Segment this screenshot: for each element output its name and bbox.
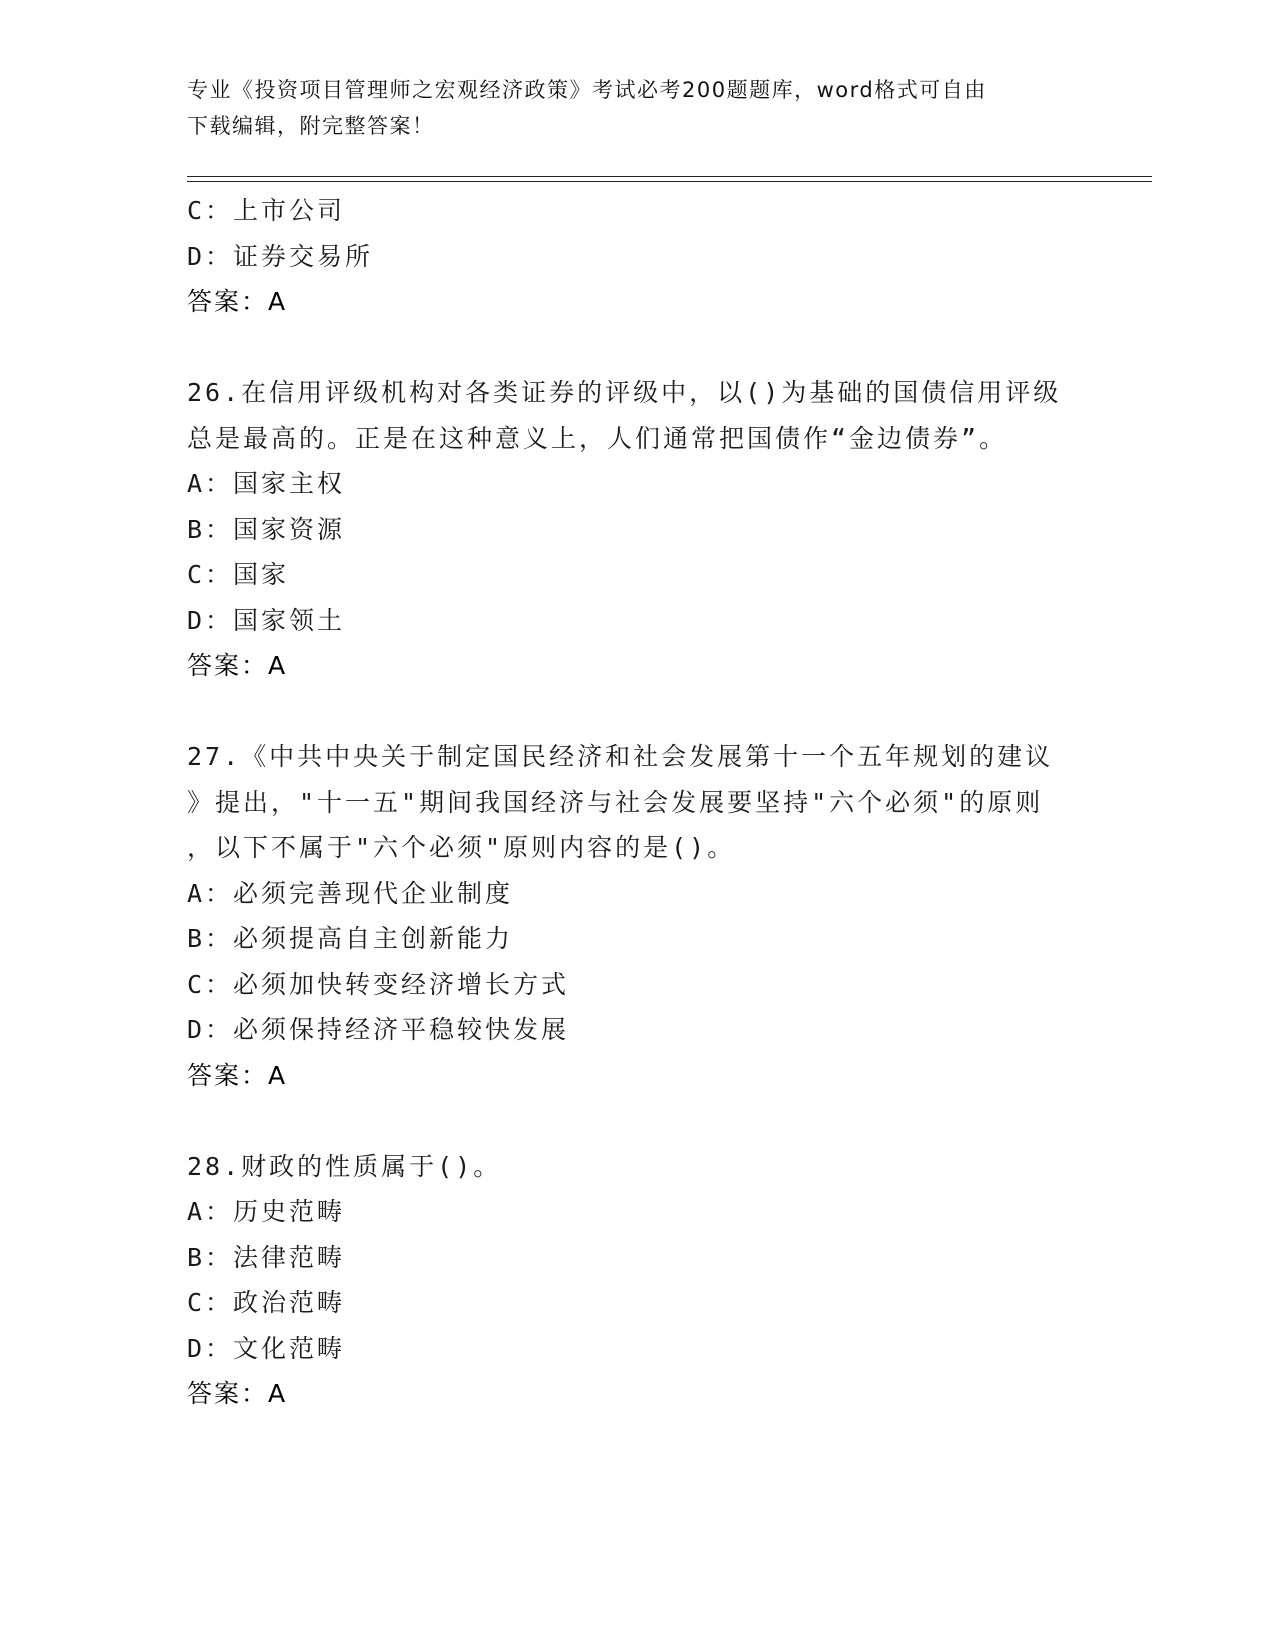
header-line-2: 下载编辑，附完整答案！ <box>187 114 435 138</box>
option-b: B：法律范畴 <box>187 1242 346 1272</box>
header-divider-bottom <box>187 181 1152 182</box>
answer-line: 答案：A <box>187 1060 288 1090</box>
question-stem-line: 27.《中共中央关于制定国民经济和社会发展第十一个五年规划的建议 <box>187 742 1054 771</box>
question-27 <box>187 734 1087 1098</box>
continued-question <box>187 188 1087 325</box>
question-stem-line: 总是最高的。正是在这种意义上，人们通常把国债作“金边债券”。 <box>187 423 1008 453</box>
answer-line: 答案：A <box>187 651 288 680</box>
document-header <box>187 72 1067 144</box>
option-d: D：必须保持经济平稳较快发展 <box>187 1015 570 1044</box>
spacer <box>187 689 1087 735</box>
question-stem-line: 26.在信用评级机构对各类证券的评级中，以()为基础的国债信用评级 <box>187 378 1062 407</box>
option-d: D：国家领土 <box>187 605 346 635</box>
option-a: A：历史范畴 <box>187 1197 346 1226</box>
answer-line: 答案：A <box>187 287 288 316</box>
option-c: C：必须加快转变经济增长方式 <box>187 969 570 999</box>
option-b: B：国家资源 <box>187 514 346 544</box>
option-c: C：国家 <box>187 560 290 589</box>
option-d: D：文化范畴 <box>187 1333 346 1363</box>
question-stem-line: 》提出，"十一五"期间我国经济与社会发展要坚持"六个必须"的原则 <box>187 787 1044 817</box>
option-c: C：政治范畴 <box>187 1288 346 1317</box>
question-26 <box>187 370 1087 689</box>
header-divider-top <box>187 176 1152 177</box>
option-a: A：必须完善现代企业制度 <box>187 878 514 908</box>
spacer <box>187 325 1087 371</box>
question-28 <box>187 1144 1087 1417</box>
option-c: C：上市公司 <box>187 196 346 225</box>
question-stem-line: 28.财政的性质属于()。 <box>187 1151 502 1181</box>
header-line-1: 专业《投资项目管理师之宏观经济政策》考试必考200题题库，word格式可自由 <box>187 78 987 102</box>
answer-line: 答案：A <box>187 1379 288 1408</box>
spacer <box>187 1098 1087 1144</box>
option-b: B：必须提高自主创新能力 <box>187 924 514 953</box>
option-a: A：国家主权 <box>187 469 346 498</box>
option-d: D：证券交易所 <box>187 241 374 271</box>
question-content <box>187 188 1087 1417</box>
question-stem-line: ，以下不属于"六个必须"原则内容的是()。 <box>187 833 736 862</box>
